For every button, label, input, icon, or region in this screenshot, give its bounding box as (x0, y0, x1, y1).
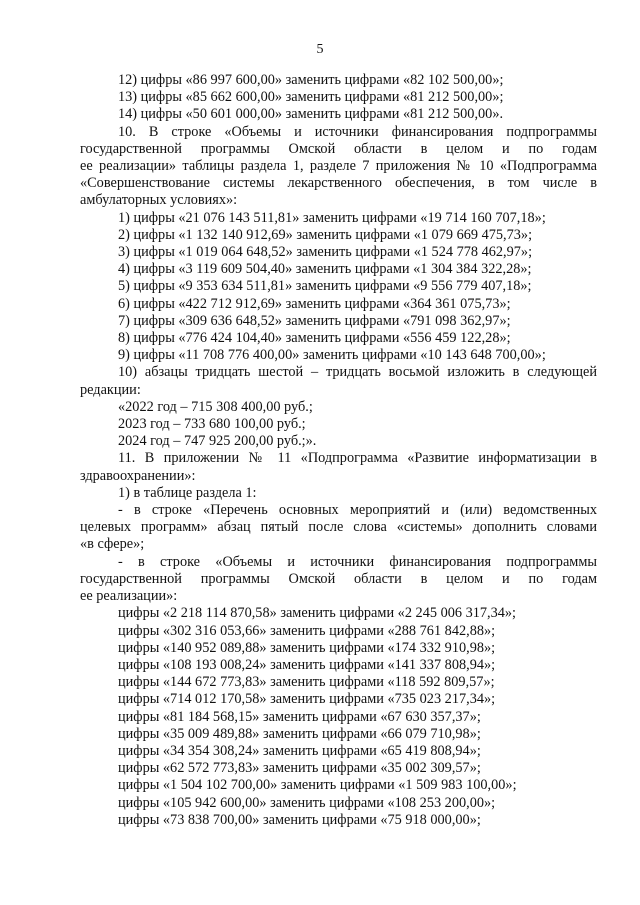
amendment-line: цифры «105 942 600,00» заменить цифрами «108 253 200,00»; (118, 794, 496, 811)
paragraph-line: ее реализации»: (80, 588, 178, 605)
paragraph-line: 11. В приложении № 11 «Подпрограмма «Развитие информатизации в (118, 450, 597, 467)
amendment-line: 1) цифры «21 076 143 511,81» заменить цифрами «19 714 160 707,18»; (118, 209, 546, 226)
amendment-line: цифры «35 009 489,88» заменить цифрами «66 079 710,98»; (118, 725, 481, 742)
amendment-line: 14) цифры «50 601 000,00» заменить цифрами «81 212 500,00». (118, 106, 504, 123)
paragraph-line: целевых программ» абзац пятый после слова «системы» дополнить словами (80, 519, 597, 536)
amendment-line: цифры «62 572 773,83» заменить цифрами «35 002 309,57»; (118, 760, 481, 777)
amendment-line: «2022 год – 715 308 400,00 руб.; (118, 398, 313, 415)
amendment-line: 2023 год – 733 680 100,00 руб.; (118, 416, 306, 433)
paragraph-line: ее реализации» таблицы раздела 1, разделе 7 приложения № 10 «Подпрограмма (80, 158, 597, 175)
amendment-line: 2) цифры «1 132 140 912,69» заменить цифрами «1 079 669 475,73»; (118, 226, 533, 243)
amendment-line: цифры «302 316 053,66» заменить цифрами «288 761 842,88»; (118, 622, 496, 639)
paragraph-line: 10. В строке «Объемы и источники финансирования подпрограммы (118, 123, 597, 140)
paragraph-line: здравоохранении»: (80, 467, 196, 484)
amendment-line: цифры «140 952 089,88» заменить цифрами «174 332 910,98»; (118, 639, 496, 656)
amendment-line: 5) цифры «9 353 634 511,81» заменить цифрами «9 556 779 407,18»; (118, 278, 532, 295)
paragraph-line: «в сфере»; (80, 536, 145, 553)
amendment-line: 1) в таблице раздела 1: (118, 484, 257, 501)
paragraph-line: - в строке «Перечень основных мероприятий и (или) ведомственных (118, 502, 597, 519)
amendment-line: 8) цифры «776 424 104,40» заменить цифрами «556 459 122,28»; (118, 330, 511, 347)
paragraph-line: государственной программы Омской области в целом и по годам (80, 140, 597, 157)
paragraph-line: амбулаторных условиях»: (80, 192, 238, 209)
amendment-line: цифры «1 504 102 700,00» заменить цифрами «1 509 983 100,00»; (118, 777, 517, 794)
amendment-line: цифры «81 184 568,15» заменить цифрами «67 630 357,37»; (118, 708, 481, 725)
amendment-line: 3) цифры «1 019 064 648,52» заменить цифрами «1 524 778 462,97»; (118, 244, 533, 261)
amendment-line: 2024 год – 747 925 200,00 руб.;». (118, 433, 317, 450)
amendment-line: цифры «108 193 008,24» заменить цифрами «141 337 808,94»; (118, 656, 496, 673)
amendment-line: 13) цифры «85 662 600,00» заменить цифрами «81 212 500,00»; (118, 89, 504, 106)
amendment-line: 12) цифры «86 997 600,00» заменить цифрами «82 102 500,00»; (118, 72, 504, 88)
amendment-line: цифры «73 838 700,00» заменить цифрами «75 918 000,00»; (118, 811, 481, 828)
page-number: 5 (316, 42, 324, 57)
amendment-line: 7) цифры «309 636 648,52» заменить цифрами «791 098 362,97»; (118, 312, 511, 329)
amendment-line: цифры «144 672 773,83» заменить цифрами «118 592 809,57»; (118, 674, 495, 691)
paragraph-line: «Совершенствование системы лекарственного обеспечения, в том числе в (80, 175, 597, 192)
amendment-line: 6) цифры «422 712 912,69» заменить цифрами «364 361 075,73»; (118, 295, 511, 312)
paragraph-line: - в строке «Объемы и источники финансирования подпрограммы (118, 553, 597, 570)
amendment-line: цифры «714 012 170,58» заменить цифрами «735 023 217,34»; (118, 691, 496, 708)
amendment-line: цифры «2 218 114 870,58» заменить цифрами «2 245 006 317,34»; (118, 605, 517, 622)
paragraph-line: государственной программы Омской области в целом и по годам (80, 570, 597, 587)
paragraph-line: 10) абзацы тридцать шестой – тридцать восьмой изложить в следующей (118, 364, 597, 381)
amendment-line: 9) цифры «11 708 776 400,00» заменить цифрами «10 143 648 700,00»; (118, 347, 546, 364)
document-body (80, 72, 597, 829)
amendment-line: 4) цифры «3 119 609 504,40» заменить цифрами «1 304 384 322,28»; (118, 261, 532, 278)
paragraph-line: редакции: (80, 381, 141, 398)
amendment-line: цифры «34 354 308,24» заменить цифрами «65 419 808,94»; (118, 742, 481, 759)
